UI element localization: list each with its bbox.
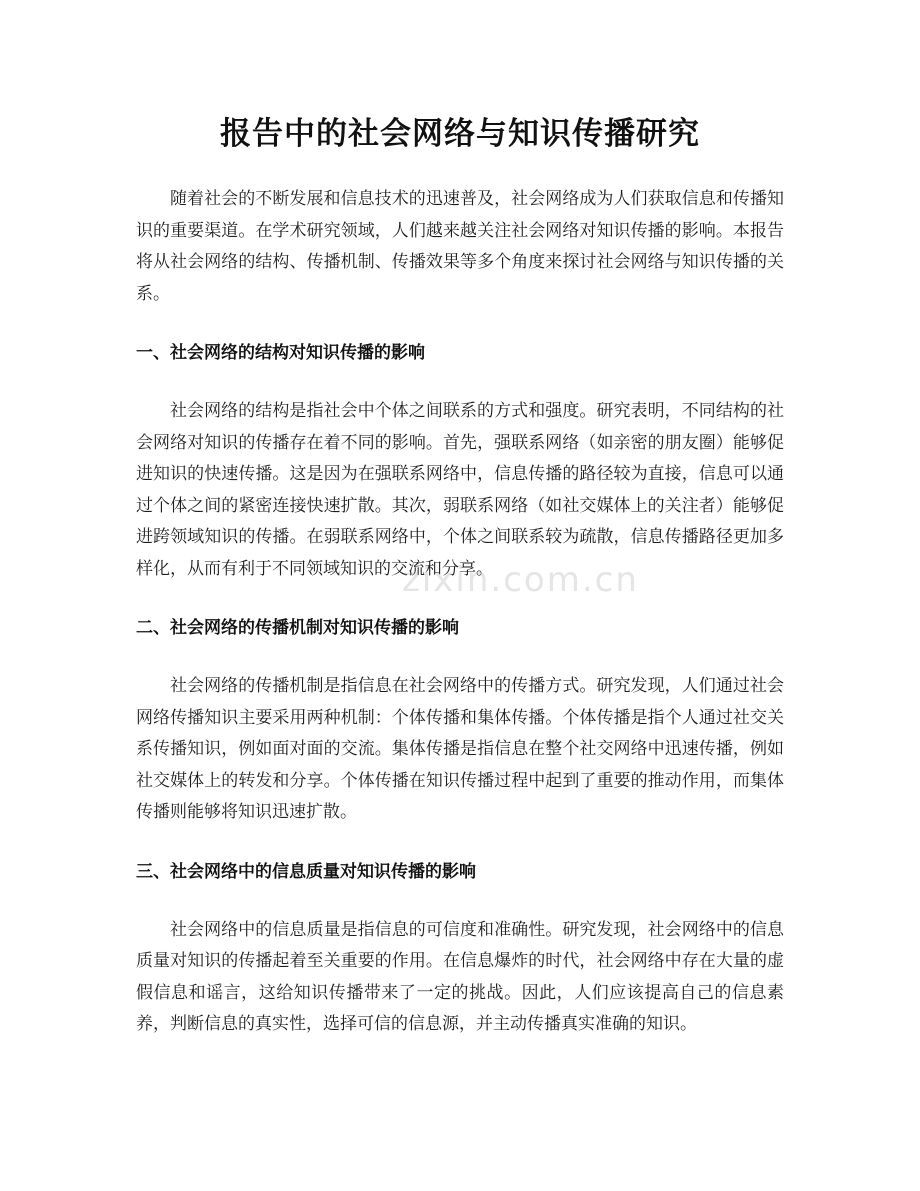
- section-heading: 二、社会网络的传播机制对知识传播的影响: [136, 618, 459, 638]
- section-heading: 一、社会网络的结构对知识传播的影响: [136, 343, 425, 363]
- document-title: 报告中的社会网络与知识传播研究: [220, 116, 700, 152]
- section-paragraph: 社会网络中的信息质量是指信息的可信度和准确性。研究发现，社会网络中的信息质量对知识的传播起着至关重要的作用。在信息爆炸的时代，社会网络中存在大量的虚假信息和谣言，这给知识传播带来了一定的挑战。因此，人们应该提高自己的信息素养，判断信息的真实性，选择可信的信息源，并主动传播真实准确的知识。: [136, 919, 784, 1034]
- intro-paragraph: 随着社会的不断发展和信息技术的迅速普及，社会网络成为人们获取信息和传播知识的重要渠道。在学术研究领域，人们越来越关注社会网络对知识传播的影响。本报告将从社会网络的结构、传播机制、传播效果等多个角度来探讨社会网络与知识传播的关系。: [136, 189, 784, 304]
- document-body: [136, 184, 784, 1072]
- section-paragraph: 社会网络的结构是指社会中个体之间联系的方式和强度。研究表明，不同结构的社会网络对知识的传播存在着不同的影响。首先，强联系网络（如亲密的朋友圈）能够促进知识的快速传播。这是因为在强联系网络中，信息传播的路径较为直接，信息可以通过个体之间的紧密连接快速扩散。其次，弱联系网络（如社交媒体上的关注者）能够促进跨领域知识的传播。在弱联系网络中，个体之间联系较为疏散，信息传播路径更加多样化，从而有利于不同领域知识的交流和分享。: [136, 401, 784, 579]
- section-heading: 三、社会网络中的信息质量对知识传播的影响: [136, 861, 476, 882]
- watermark: zixin.com.cn: [402, 560, 639, 600]
- section-paragraph: 社会网络的传播机制是指信息在社会网络中的传播方式。研究发现，人们通过社会网络传播知识主要采用两种机制：个体传播和集体传播。个体传播是指个人通过社交关系传播知识，例如面对面的交流。集体传播是指信息在整个社交网络中迅速传播，例如社交媒体上的转发和分享。个体传播在知识传播过程中起到了重要的推动作用，而集体传播则能够将知识迅速扩散。: [136, 676, 784, 822]
